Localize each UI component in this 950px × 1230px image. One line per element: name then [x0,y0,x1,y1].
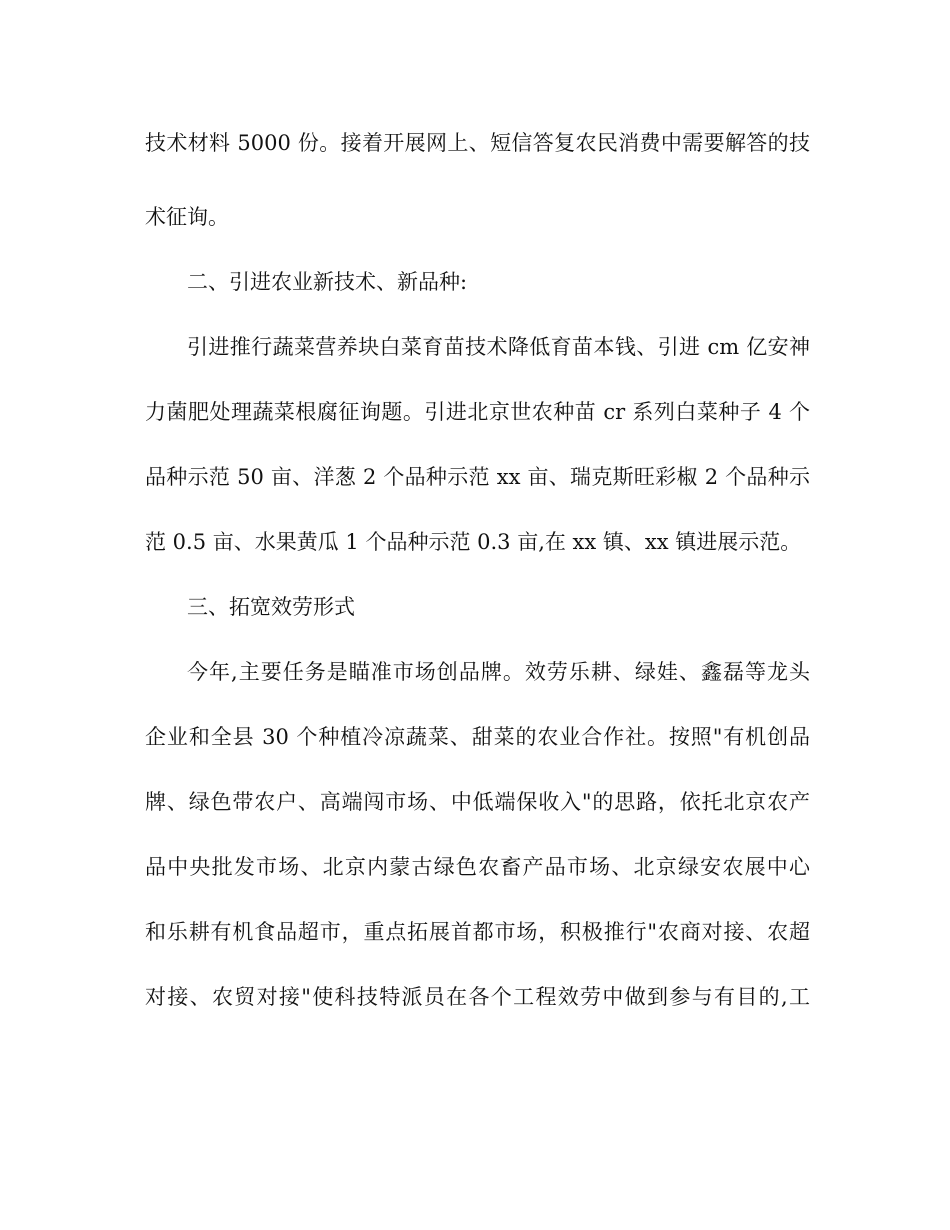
text-line-2: 术征询。 [145,205,229,229]
text-line-1: 技术材料 5000 份。接着开展网上、短信答复农民消费中需要解答的技 [145,131,810,155]
text-line-13: 和乐耕有机食品超市，重点拓展首都市场，积极推行"农商对接、农超 [145,920,810,944]
text-line-7: 范 0.5 亩、水果黄瓜 1 个品种示范 0.3 亩,在 xx 镇、xx 镇进展示范。 [145,530,802,554]
text-line-12: 品中央批发市场、北京内蒙古绿色农畜产品市场、北京绿安农展中心 [145,855,810,879]
section-heading-3: 三、拓宽效劳形式 [187,595,355,619]
text-line-6: 品种示范 50 亩、洋葱 2 个品种示范 xx 亩、瑞克斯旺彩椒 2 个品种示 [145,465,810,489]
text-line-9: 今年,主要任务是瞄准市场创品牌。效劳乐耕、绿娃、鑫磊等龙头 [187,660,810,684]
text-line-10: 企业和全县 30 个种植冷凉蔬菜、甜菜的农业合作社。按照"有机创品 [145,725,810,749]
text-line-14: 对接、农贸对接"使科技特派员在各个工程效劳中做到参与有目的,工 [145,985,810,1009]
section-heading-2: 二、引进农业新技术、新品种: [187,270,468,294]
text-line-4: 引进推行蔬菜营养块白菜育苗技术降低育苗本钱、引进 cm 亿安神 [187,335,810,359]
text-line-5: 力菌肥处理蔬菜根腐征询题。引进北京世农种苗 cr 系列白菜种子 4 个 [145,400,810,424]
text-line-11: 牌、绿色带农户、高端闯市场、中低端保收入"的思路，依托北京农产 [145,790,810,814]
